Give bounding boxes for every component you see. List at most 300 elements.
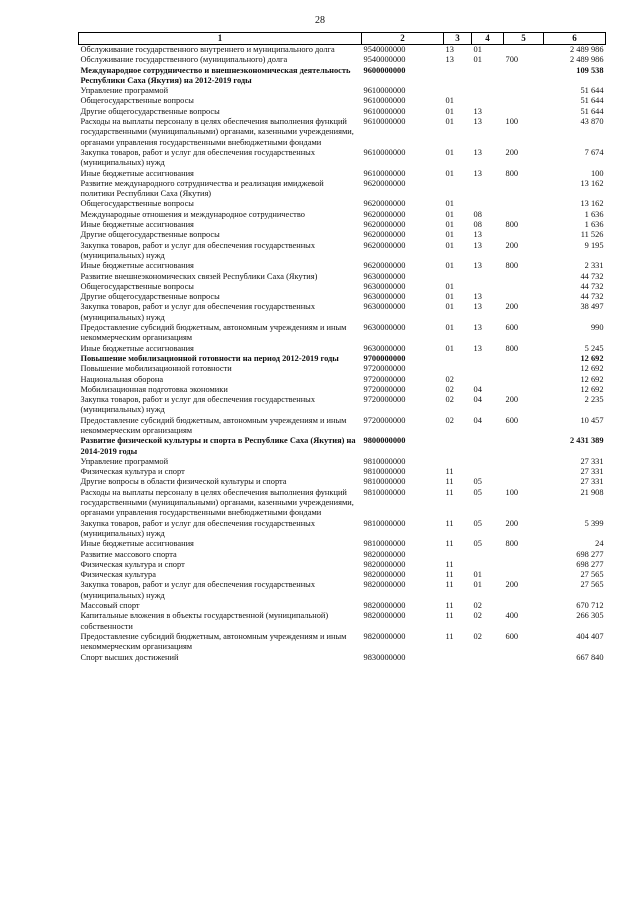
row-subsection-cell [472,436,504,457]
row-amount-cell: 667 840 [576,652,604,662]
table-row [79,117,606,148]
row-name-cell: Предоставление субсидий бюджетным, автономным учреждениям и иным некоммерческим организациям [80,415,347,435]
row-name-cell: Общегосударственные вопросы [80,96,194,106]
row-amount-cell: 990 [590,323,604,333]
row-section-cell: 01 [445,240,454,250]
row-expense-type-cell [504,653,544,663]
row-subsection-cell [472,550,504,560]
table-row [79,354,606,364]
row-code-cell: 9810000000 [363,467,406,477]
row-subsection-cell: 05 [473,539,482,549]
row-subsection-cell: 13 [473,168,482,178]
row-section-cell: 01 [445,209,454,219]
row-code-cell: 9630000000 [363,323,406,333]
row-amount-cell: 27 565 [580,580,604,590]
row-section-cell: 13 [445,45,454,54]
row-amount-cell: 10 457 [580,415,604,425]
row-name-cell: Расходы на выплаты персоналу в целях обеспечения выполнения функций государственными (муниципальными) органами, казенными учреждениями, органами управления государственными внебюджетными фондами [80,117,354,147]
row-section-cell: 02 [445,374,454,384]
table-row [79,179,606,200]
table-row [79,653,606,663]
row-amount-cell: 51 644 [580,86,604,96]
row-expense-type-cell: 800 [505,220,519,230]
row-expense-type-cell: 800 [505,261,519,271]
table-row [79,220,606,230]
row-amount-cell: 2 331 [584,261,604,271]
row-name-cell: Закупка товаров, работ и услуг для обеспечения государственных (муниципальных) нужд [80,518,316,538]
row-name-cell: Физическая культура и спорт [80,467,185,477]
row-expense-type-cell [504,436,544,457]
row-code-cell: 9810000000 [363,487,406,497]
row-amount-cell: 13 162 [580,199,604,209]
row-name-cell: Закупка товаров, работ и услуг для обеспечения государственных (муниципальных) нужд [80,147,316,168]
row-amount-cell: 27 565 [580,570,604,580]
row-expense-type-cell: 600 [505,631,519,641]
row-subsection-cell: 13 [473,240,482,250]
row-code-cell: 9620000000 [363,261,406,271]
row-subsection-cell: 13 [473,323,482,333]
row-expense-type-cell: 800 [505,168,519,178]
header-cell: 6 [544,33,606,45]
row-section-cell: 01 [445,323,454,333]
row-name-cell: Развитие международного сотрудничества и реализация имиджевой политики Республики Саха (Якутия) [80,178,324,199]
row-section-cell [444,272,472,282]
row-subsection-cell: 13 [473,261,482,271]
table-row [79,55,606,65]
budget-table-body [79,45,606,663]
row-section-cell: 11 [445,518,454,528]
row-expense-type-cell [504,86,544,96]
row-code-cell: 9620000000 [363,209,406,219]
table-row [79,375,606,385]
row-code-cell: 9620000000 [363,230,406,240]
row-subsection-cell [472,179,504,200]
row-subsection-cell [472,653,504,663]
header-cell: 1 [79,33,362,45]
row-expense-type-cell [504,467,544,477]
row-expense-type-cell: 800 [505,539,519,549]
table-row [79,560,606,570]
row-expense-type-cell: 700 [505,55,519,65]
row-section-cell: 01 [445,168,454,178]
row-name-cell: Развитие массового спорта [80,549,177,559]
row-code-cell: 9610000000 [363,96,406,106]
row-subsection-cell: 13 [473,292,482,302]
row-expense-type-cell: 200 [505,240,519,250]
row-code-cell: 9720000000 [363,395,406,405]
row-expense-type-cell [504,272,544,282]
row-section-cell [444,653,472,663]
row-name-cell: Иные бюджетные ассигнования [80,539,194,549]
row-section-cell: 01 [445,147,454,157]
row-code-cell: 9620000000 [363,240,406,250]
row-amount-cell: 7 674 [584,147,604,157]
row-name-cell: Развитие физической культуры и спорта в Республике Саха (Якутия) на 2014-2019 годы [80,436,356,456]
row-subsection-cell: 13 [473,117,482,127]
table-row [79,488,606,519]
row-expense-type-cell [504,292,544,302]
row-name-cell: Иные бюджетные ассигнования [80,343,194,353]
row-amount-cell: 100 [590,168,604,178]
row-subsection-cell: 01 [473,45,482,54]
row-expense-type-cell: 100 [505,487,519,497]
table-row [79,364,606,374]
row-subsection-cell [472,272,504,282]
row-section-cell: 11 [445,570,454,580]
row-code-cell: 9540000000 [363,55,406,65]
row-code-cell: 9820000000 [363,631,406,641]
row-name-cell: Физическая культура [80,570,156,580]
row-name-cell: Повышение мобилизационной готовности на период 2012-2019 годы [80,353,339,363]
table-row [79,96,606,106]
row-subsection-cell [472,66,504,87]
row-section-cell: 11 [445,487,454,497]
row-code-cell: 9810000000 [363,539,406,549]
row-amount-cell: 27 331 [580,477,604,487]
row-section-cell [444,66,472,87]
row-amount-cell: 13 162 [580,178,604,188]
row-amount-cell: 44 732 [580,281,604,291]
row-section-cell: 01 [445,199,454,209]
row-amount-cell: 44 732 [580,292,604,302]
row-amount-cell: 1 636 [584,220,604,230]
row-code-cell: 9720000000 [363,415,406,425]
row-code-cell: 9700000000 [363,353,406,363]
row-code-cell: 9810000000 [363,456,406,466]
row-name-cell: Закупка товаров, работ и услуг для обеспечения государственных (муниципальных) нужд [80,302,316,322]
row-subsection-cell: 01 [473,580,482,590]
table-row [79,477,606,487]
table-row [79,436,606,457]
row-amount-cell: 21 908 [580,487,604,497]
row-section-cell [444,86,472,96]
row-code-cell: 9600000000 [363,65,406,75]
row-section-cell: 01 [445,302,454,312]
row-name-cell: Массовый спорт [80,601,140,611]
table-row [79,282,606,292]
row-expense-type-cell: 100 [505,117,519,127]
row-amount-cell: 12 692 [580,374,604,384]
row-amount-cell: 404 407 [576,631,604,641]
table-row [79,302,606,323]
row-expense-type-cell: 600 [505,415,519,425]
row-code-cell: 9630000000 [363,292,406,302]
row-section-cell [444,457,472,467]
row-section-cell: 11 [445,559,454,569]
table-row [79,45,606,56]
row-name-cell: Спорт высших достижений [80,652,179,662]
row-expense-type-cell [504,601,544,611]
row-code-cell: 9630000000 [363,343,406,353]
table-row [79,344,606,354]
row-section-cell: 11 [445,631,454,641]
row-section-cell: 01 [445,261,454,271]
row-code-cell: 9820000000 [363,549,406,559]
row-subsection-cell: 02 [473,611,482,621]
row-name-cell: Закупка товаров, работ и услуг для обеспечения государственных (муниципальных) нужд [80,240,316,260]
row-expense-type-cell [504,477,544,487]
row-name-cell: Другие общегосударственные вопросы [80,106,220,116]
row-section-cell: 11 [445,580,454,590]
table-row [79,86,606,96]
row-amount-cell: 1 636 [584,209,604,219]
row-subsection-cell: 05 [473,518,482,528]
row-amount-cell: 27 331 [580,456,604,466]
row-name-cell: Предоставление субсидий бюджетным, автономным учреждениям и иным некоммерческим организациям [80,631,347,652]
row-subsection-cell: 13 [473,147,482,157]
row-subsection-cell: 01 [473,570,482,580]
row-name-cell: Повышение мобилизационной готовности [80,364,232,374]
row-subsection-cell: 08 [473,209,482,219]
table-row [79,457,606,467]
row-code-cell: 9830000000 [363,652,406,662]
row-section-cell: 11 [445,467,454,477]
row-code-cell: 9610000000 [363,106,406,116]
row-section-cell: 02 [445,384,454,394]
row-expense-type-cell: 200 [505,395,519,405]
row-amount-cell: 2 431 389 [570,436,604,446]
row-expense-type-cell: 600 [505,323,519,333]
row-section-cell [444,364,472,374]
row-subsection-cell [472,375,504,385]
row-code-cell: 9620000000 [363,220,406,230]
row-subsection-cell: 04 [473,415,482,425]
row-code-cell: 9720000000 [363,364,406,374]
row-code-cell: 9620000000 [363,199,406,209]
row-subsection-cell: 02 [473,631,482,641]
row-code-cell: 9630000000 [363,281,406,291]
row-expense-type-cell [504,385,544,395]
row-amount-cell: 43 870 [580,117,604,127]
row-section-cell [444,550,472,560]
table-row [79,230,606,240]
row-name-cell: Другие вопросы в области физической культуры и спорта [80,477,287,487]
row-subsection-cell [472,457,504,467]
row-expense-type-cell [504,375,544,385]
row-expense-type-cell: 200 [505,580,519,590]
row-code-cell: 9610000000 [363,117,406,127]
row-name-cell: Управление программой [80,86,169,96]
row-expense-type-cell [504,107,544,117]
row-name-cell: Развитие внешнеэкономических связей Республики Саха (Якутия) [80,271,318,281]
row-section-cell: 11 [445,477,454,487]
table-row [79,601,606,611]
row-expense-type-cell [504,570,544,580]
row-amount-cell: 670 712 [576,601,604,611]
row-section-cell: 01 [445,106,454,116]
row-name-cell: Другие общегосударственные вопросы [80,230,220,240]
table-row [79,107,606,117]
row-expense-type-cell [504,354,544,364]
table-row [79,292,606,302]
table-row [79,323,606,344]
table-row [79,66,606,87]
table-row [79,169,606,179]
row-amount-cell: 9 195 [584,240,604,250]
row-section-cell: 01 [445,220,454,230]
row-amount-cell: 12 692 [580,353,604,363]
row-name-cell: Капитальные вложения в объекты государственной (муниципальной) собственности [80,611,329,631]
table-row [79,416,606,437]
table-row [79,395,606,416]
row-section-cell: 01 [445,230,454,240]
row-subsection-cell: 13 [473,302,482,312]
row-name-cell: Управление программой [80,456,169,466]
row-expense-type-cell [504,96,544,106]
row-subsection-cell: 08 [473,220,482,230]
row-code-cell: 9820000000 [363,559,406,569]
row-subsection-cell [472,467,504,477]
row-name-cell: Общегосударственные вопросы [80,199,194,209]
row-section-cell: 01 [445,343,454,353]
table-row [79,550,606,560]
table-row [79,611,606,632]
row-amount-cell: 11 526 [580,230,604,240]
table-row [79,210,606,220]
row-amount-cell: 5 245 [584,343,604,353]
table-row [79,272,606,282]
row-section-cell [444,179,472,200]
row-name-cell: Иные бюджетные ассигнования [80,168,194,178]
row-section-cell: 02 [445,395,454,405]
row-amount-cell: 44 732 [580,271,604,281]
row-expense-type-cell: 200 [505,302,519,312]
budget-table [78,32,606,663]
row-code-cell: 9820000000 [363,570,406,580]
row-amount-cell: 5 399 [584,518,604,528]
row-code-cell: 9630000000 [363,302,406,312]
row-subsection-cell [472,96,504,106]
row-subsection-cell [472,560,504,570]
row-name-cell: Закупка товаров, работ и услуг для обеспечения государственных (муниципальных) нужд [80,395,316,415]
row-code-cell: 9820000000 [363,580,406,590]
row-expense-type-cell [504,230,544,240]
row-code-cell: 9540000000 [363,45,406,54]
table-row [79,467,606,477]
row-section-cell: 01 [445,292,454,302]
table-row [79,199,606,209]
row-code-cell: 9610000000 [363,86,406,96]
row-amount-cell: 51 644 [580,96,604,106]
row-subsection-cell [472,86,504,96]
table-row [79,519,606,540]
row-amount-cell: 2 489 986 [570,55,604,65]
row-name-cell: Предоставление субсидий бюджетным, автономным учреждениям и иным некоммерческим организациям [80,323,347,343]
row-expense-type-cell: 800 [505,343,519,353]
row-subsection-cell: 13 [473,230,482,240]
row-expense-type-cell [504,66,544,87]
row-section-cell [444,354,472,364]
row-code-cell: 9610000000 [363,147,406,157]
row-amount-cell: 266 305 [576,611,604,621]
row-name-cell: Физическая культура и спорт [80,559,185,569]
row-expense-type-cell [504,282,544,292]
table-header-row [79,33,606,45]
row-amount-cell: 27 331 [580,467,604,477]
row-name-cell: Закупка товаров, работ и услуг для обеспечения государственных (муниципальных) нужд [80,580,316,600]
row-code-cell: 9820000000 [363,611,406,621]
row-code-cell: 9630000000 [363,271,406,281]
row-subsection-cell [472,364,504,374]
row-code-cell: 9610000000 [363,168,406,178]
row-expense-type-cell [504,210,544,220]
row-name-cell: Национальная оборона [80,374,164,384]
row-name-cell: Иные бюджетные ассигнования [80,220,194,230]
row-subsection-cell: 04 [473,395,482,405]
row-name-cell: Обслуживание государственного (муниципального) долга [80,55,288,65]
row-amount-cell: 698 277 [576,559,604,569]
row-section-cell: 02 [445,415,454,425]
row-section-cell: 11 [445,611,454,621]
row-code-cell: 9820000000 [363,601,406,611]
row-subsection-cell: 05 [473,477,482,487]
row-amount-cell: 2 235 [584,395,604,405]
row-expense-type-cell [504,457,544,467]
table-row [79,241,606,262]
row-expense-type-cell [504,364,544,374]
row-subsection-cell [472,282,504,292]
header-cell: 4 [472,33,504,45]
row-section-cell: 01 [445,96,454,106]
row-expense-type-cell [504,560,544,570]
row-amount-cell: 2 489 986 [570,45,604,54]
row-code-cell: 9720000000 [363,384,406,394]
row-code-cell: 9810000000 [363,518,406,528]
row-amount-cell: 51 644 [580,106,604,116]
row-section-cell: 01 [445,117,454,127]
row-expense-type-cell [504,179,544,200]
table-row [79,148,606,169]
row-expense-type-cell: 200 [505,518,519,528]
row-name-cell: Обслуживание государственного внутреннего и муниципального долга [80,45,335,54]
row-expense-type-cell: 200 [505,147,519,157]
row-section-cell: 11 [445,539,454,549]
row-subsection-cell: 02 [473,601,482,611]
row-section-cell: 11 [445,601,454,611]
table-row [79,385,606,395]
row-name-cell: Общегосударственные вопросы [80,281,194,291]
row-subsection-cell: 13 [473,106,482,116]
row-subsection-cell: 13 [473,343,482,353]
row-subsection-cell: 04 [473,384,482,394]
row-subsection-cell [472,354,504,364]
header-cell: 2 [362,33,444,45]
row-section-cell [444,436,472,457]
row-amount-cell: 38 497 [580,302,604,312]
row-expense-type-cell [504,199,544,209]
row-name-cell: Международное сотрудничество и внешнеэкономическая деятельность Республики Саха (Якутия) на 2012-2019 годы [80,65,351,85]
table-row [79,570,606,580]
row-name-cell: Расходы на выплаты персоналу в целях обеспечения выполнения функций государственными (муниципальными) органами, казенными учреждениями, органами управления государственными внебюджетными фондами [80,487,354,518]
row-amount-cell: 109 538 [576,65,604,75]
row-amount-cell: 24 [595,539,604,549]
row-expense-type-cell: 400 [505,611,519,621]
row-amount-cell: 698 277 [576,549,604,559]
row-code-cell: 9810000000 [363,477,406,487]
row-section-cell: 13 [445,55,454,65]
row-amount-cell: 12 692 [580,384,604,394]
row-expense-type-cell [504,550,544,560]
row-subsection-cell: 01 [473,55,482,65]
table-row [79,261,606,271]
page-number: 28 [315,15,325,26]
row-subsection-cell [472,199,504,209]
row-name-cell: Другие общегосударственные вопросы [80,292,220,302]
row-subsection-cell: 05 [473,487,482,497]
table-row [79,632,606,653]
row-name-cell: Мобилизационная подготовка экономики [80,384,228,394]
row-name-cell: Международные отношения и международное сотрудничество [80,209,305,219]
